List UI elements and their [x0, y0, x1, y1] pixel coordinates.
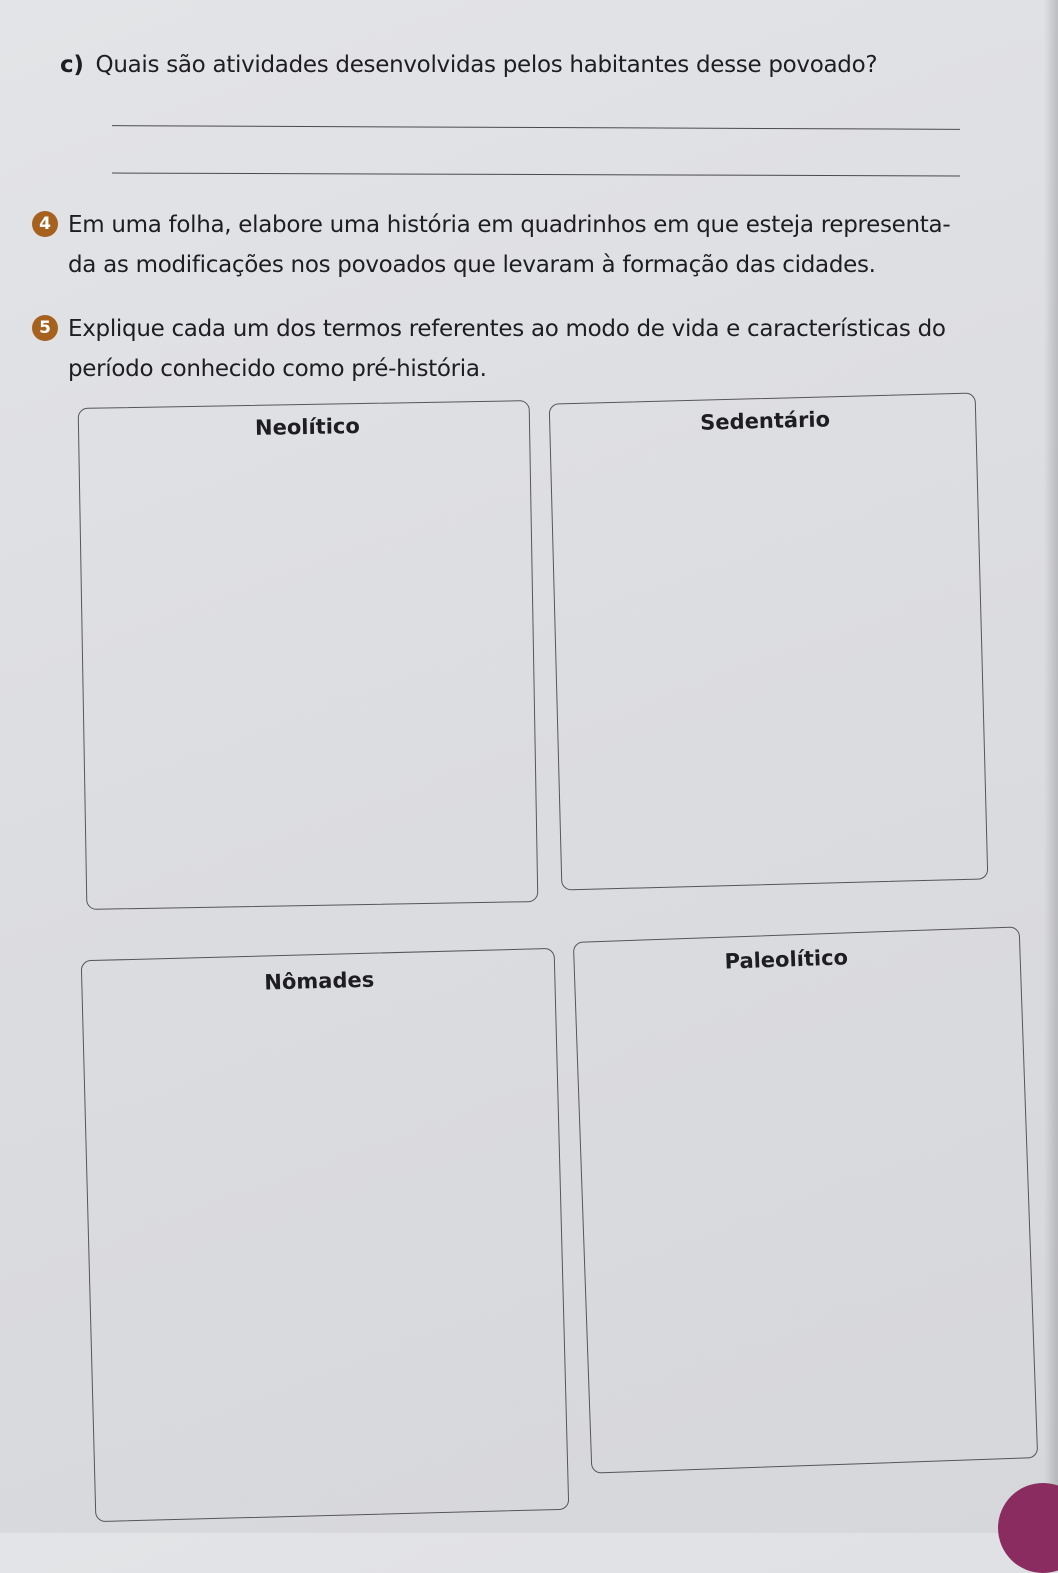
question-4-badge: 4 [32, 211, 58, 237]
question-4-line-1: Em uma folha, elabore uma história em quadrinhos em que esteja representa- [68, 212, 951, 238]
question-c [60, 52, 877, 78]
answer-box-nomades[interactable] [81, 948, 570, 1522]
question-5-badge: 5 [32, 315, 58, 341]
box-title-paleolitico: Paleolítico [724, 945, 849, 974]
page-edge-shadow [1044, 0, 1058, 1533]
answer-line-1[interactable] [112, 125, 960, 130]
box-title-nomades: Nômades [264, 967, 375, 995]
question-c-text: Quais são atividades desenvolvidas pelos habitantes desse povoado? [95, 52, 878, 78]
answer-box-sedentario[interactable] [549, 392, 989, 890]
box-title-sedentario: Sedentário [699, 407, 831, 435]
question-5-text [68, 309, 946, 389]
answer-line-2[interactable] [112, 173, 960, 177]
answer-box-neolitico[interactable] [78, 400, 539, 910]
box-title-neolitico: Neolítico [254, 414, 360, 440]
question-5-line-1: Explique cada um dos termos referentes ao modo de vida e características do [68, 316, 946, 342]
question-4-text [68, 205, 950, 285]
answer-box-paleolitico[interactable] [573, 926, 1038, 1473]
question-5-line-2: período conhecido como pré-história. [68, 356, 487, 382]
corner-decoration [998, 1483, 1058, 1573]
question-c-letter: c) [60, 52, 84, 78]
question-4-line-2: da as modificações nos povoados que levaram à formação das cidades. [68, 252, 876, 278]
